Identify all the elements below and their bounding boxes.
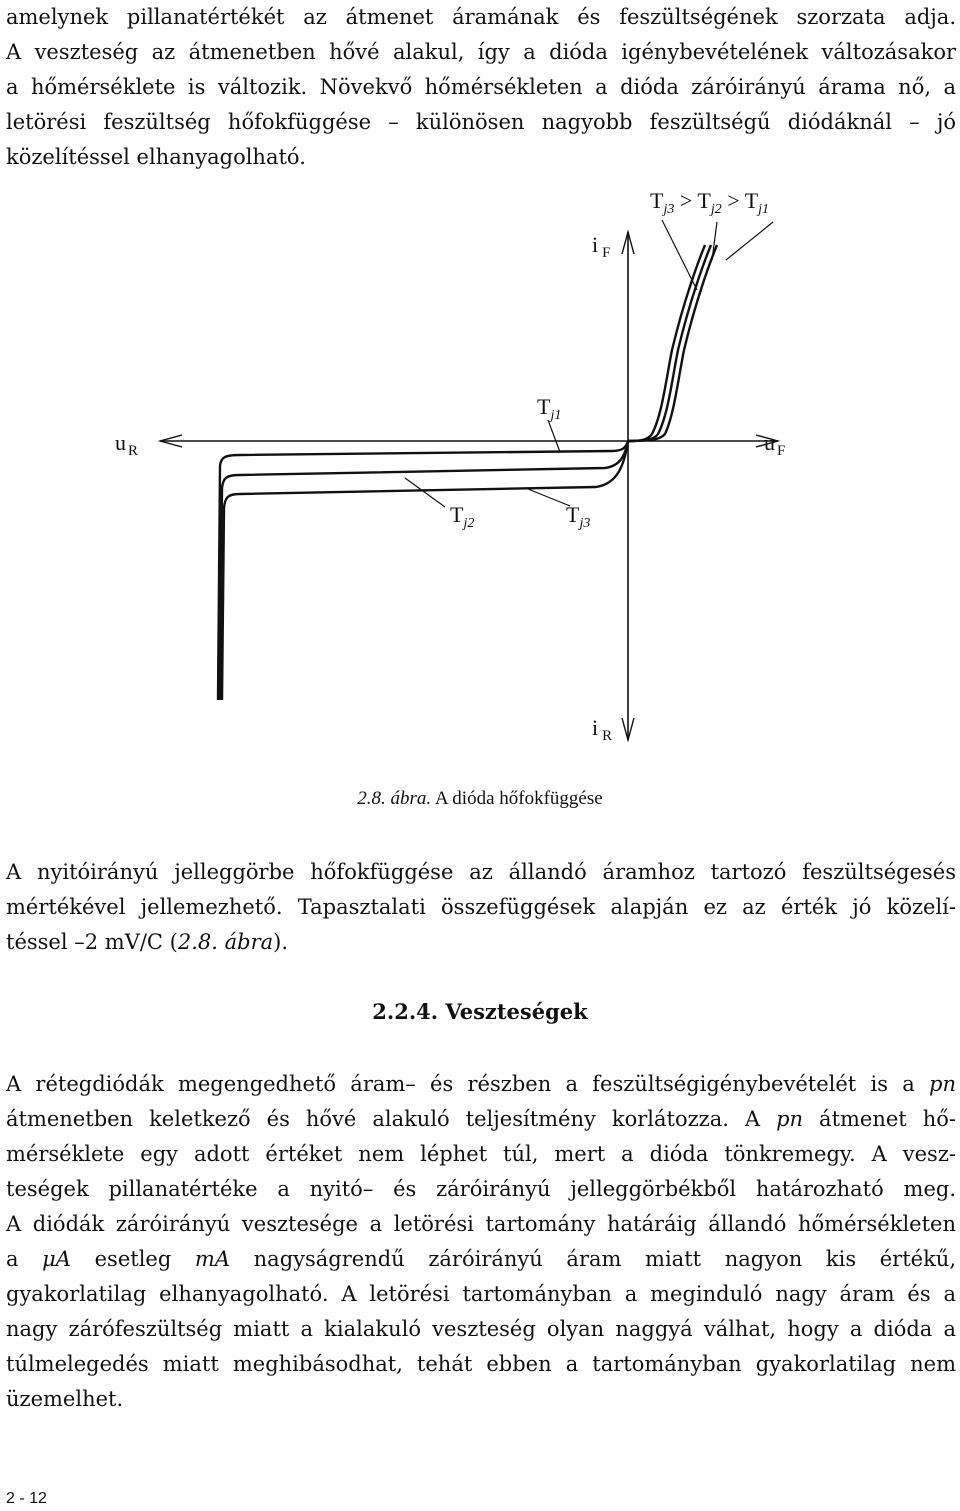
label-tj2: $T_{j2}$ (450, 502, 475, 531)
label-u-r: u $_R$ (115, 430, 139, 459)
text-line: nagy zárófeszültség miatt a kialakuló veszteség olyan naggyá válhat, hogy a dióda a (6, 1317, 956, 1341)
paragraph-losses (6, 1067, 956, 1417)
text-line: amelynek pillanatértékét az átmenet áramának és feszültségének szorzata adja. (6, 5, 956, 29)
leader-tj3 (662, 220, 697, 290)
label-i-r: i $_R$ (592, 715, 613, 744)
label-tj1: $T_{j1}$ (537, 394, 562, 423)
leader-tj1 (726, 222, 773, 260)
text-line: A veszteség az átmenetben hővé alakul, így a dióda igénybevételének változásakor (6, 40, 956, 64)
leader-tj1-top (548, 420, 560, 452)
text-line: A diódák záróirányú vesztesége a letörési tartomány határáig állandó hőmérsékleten (6, 1212, 956, 1236)
text-line: a μA esetleg mA nagyságrendű záróirányú áram miatt nagyon kis értékű, (6, 1247, 956, 1271)
figure-title: A dióda hőfokfüggése (431, 788, 603, 809)
forward-curve-tj2 (628, 245, 711, 441)
figure-number: 2.8. ábra. (357, 788, 432, 809)
text-line: közelítéssel elhanyagolható. (6, 145, 306, 169)
text-line: téssel –2 mV/C (2.8. ábra). (6, 930, 289, 954)
text-line: letörési feszültség hőfokfüggése – különösen nagyobb feszültségű diódáknál – jó (6, 110, 956, 134)
label-u-f: u $_F$ (764, 430, 786, 459)
text-line: mértékével jellemezhető. Tapasztalati összefüggések alapján ez az érték jó közelí- (6, 895, 956, 919)
text-line: átmenetben keletkező és hővé alakuló teljesítmény korlátozza. A pn átmenet hő- (6, 1107, 956, 1131)
text-line: A nyitóirányú jelleggörbe hőfokfüggése az állandó áramhoz tartozó feszültségesés (6, 860, 956, 884)
reverse-curve-tj2 (220, 441, 628, 700)
figure-caption (0, 788, 960, 810)
text-line: túlmelegedés miatt meghibásodhat, tehát ebben a tartományban gyakorlatilag nem (6, 1352, 956, 1376)
label-i-f: i $_F$ (592, 232, 611, 261)
text-line: a hőmérséklete is változik. Növekvő hőmérsékleten a dióda záróirányú árama nő, a (6, 75, 956, 99)
text-line: A rétegdiódák megengedhető áram– és részben a feszültségigénybevételét is a pn (6, 1072, 956, 1096)
reverse-curve-tj3 (222, 441, 628, 700)
label-temperature-order: $T_{j3} > T_{j2} > T_{j1}$ (650, 188, 770, 217)
text-line: üzemelhet. (6, 1387, 124, 1411)
label-tj3: $T_{j3}$ (566, 502, 591, 531)
leader-tj3-bottom (528, 489, 570, 506)
paragraph-forward (6, 855, 956, 960)
reverse-curve-tj1 (218, 441, 628, 700)
leader-tj2-bottom (405, 478, 445, 507)
section-heading: 2.2.4. Veszteségek (372, 999, 588, 1024)
text-line: gyakorlatilag elhanyagolható. A letörési tartományban a meginduló nagy áram és a (6, 1282, 956, 1306)
text-line: mérséklete egy adott értéket nem léphet túl, mert a dióda tönkremegy. A vesz- (6, 1142, 956, 1166)
page-number: 2 - 12 (6, 1490, 47, 1507)
figure-reference: 2.8. ábra (177, 930, 274, 954)
text-line: teségek pillanatértéke a nyitó– és záróirányú jelleggörbékből határozható meg. (6, 1177, 956, 1201)
